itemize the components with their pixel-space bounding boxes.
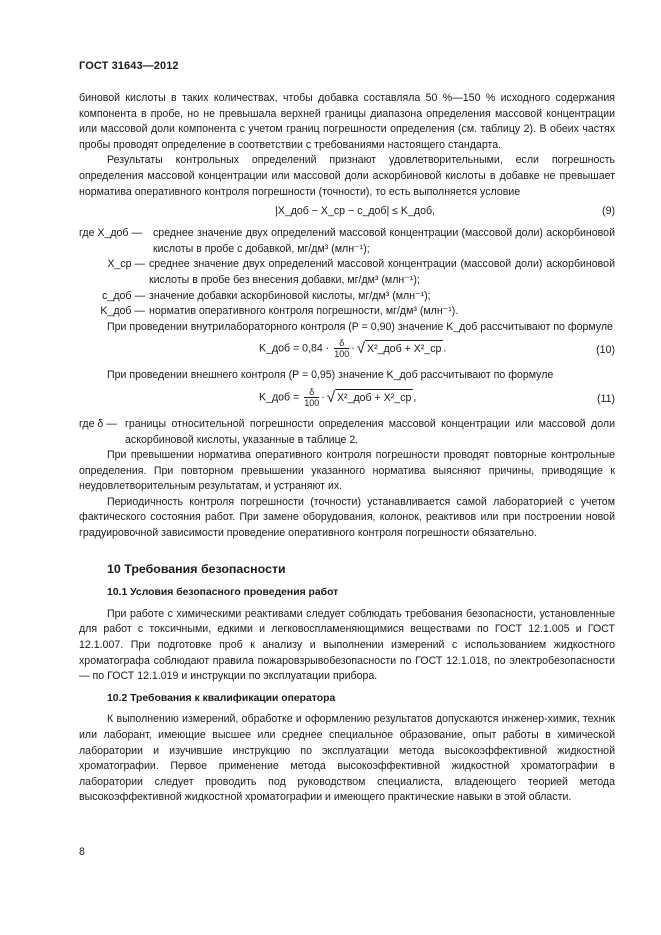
equation-10-formula: K_доб = 0,84 · $\frac{\delta}{100}$ · √ X²_доб + X²_ср . xyxy=(259,338,447,360)
equation-9-formula: |X_доб − X_ср − c_доб| ≤ K_доб, xyxy=(275,205,435,218)
legend-item xyxy=(79,226,615,257)
equation-10-number: (10) xyxy=(596,344,615,357)
radical-sign: √ xyxy=(326,388,335,406)
legend-item xyxy=(79,289,615,305)
paragraph-periodicity: Периодичность контроля погрешности (точности) устанавливается самой лабораторией с учетом фактического состояния работ. При замене оборудования, колонок, реактивов или при построении новой градуировочной зависимости проведение оперативного контроля погрешности обязательно. xyxy=(79,495,615,540)
fraction-denominator: 100 xyxy=(334,349,350,360)
equation-11-fraction xyxy=(304,387,319,408)
page-number: 8 xyxy=(79,846,85,858)
equation-11 xyxy=(79,385,615,415)
equation-11-tail: , xyxy=(413,391,417,404)
standard-header: ГОСТ 31643—2012 xyxy=(79,60,179,72)
legend-item xyxy=(79,417,615,448)
equation-11-root: X²_доб + X²_ср xyxy=(335,389,413,407)
legend-equation-11 xyxy=(79,417,615,448)
paragraph-external-control: При проведении внешнего контроля (P = 0,95) значение K_доб рассчитывают по формуле xyxy=(107,369,554,382)
paragraph-exceeding: При превышении норматива оперативного контроля погрешности проводят повторные контрольные определения. При повторном превышении указанного норматива выясняют причины, приводящие к неудовлетворительным результатам, и устраняют их. xyxy=(79,449,615,493)
legend-text: значение добавки аскорбиновой кислоты, мг/дм³ (млн⁻¹); xyxy=(149,289,431,302)
fraction-denominator: 100 xyxy=(304,397,320,408)
legend-key: c_доб — xyxy=(102,289,145,302)
equation-9 xyxy=(79,201,615,224)
equation-10 xyxy=(79,336,615,366)
equation-10-tail: . xyxy=(443,342,447,355)
paragraph-continuation: биновой кислоты в таких количествах, чтобы добавка составляла 50 %—150 % исходного содержания компонента в пробе, но не превышала верхней границы диапазона определения массовой концентрации или массовой доли компонента с учетом границ погрешности определения (см. таблицу 2). В обеих частях пробы проводят определение в соответствии с требованиями настоящего стандарта. xyxy=(79,92,615,151)
document-body xyxy=(79,91,615,806)
fraction-numerator: δ xyxy=(304,387,319,398)
paragraph-safety-conditions: При работе с химическими реактивами следует соблюдать требования безопасности, установленные для работ с токсичными, едкими и легковоспламеняющимися веществами по ГОСТ 12.1.005 и ГОСТ 12.1.007. При подготовке проб к анализу и выполнении измерений с использованием жидкостного хроматографа соблюдают правила пожаровзрывобезопасности по ГОСТ 12.1.018, по электробезопасности — по ГОСТ 12.1.019 и инструкции по эксплуатации прибора. xyxy=(79,607,615,683)
radical-sign: √ xyxy=(356,340,366,358)
legend-text: среднее значение двух определений массовой концентрации (массовой доли) аскорбиновой кислоты в пробе без внесения добавки, мг/дм³ (млн⁻¹); xyxy=(149,258,615,286)
paragraph-internal-control: При проведении внутрилабораторного контроля (P = 0,90) значение K_доб рассчитывают по формуле xyxy=(107,320,613,333)
paragraph-results-condition: Результаты контрольных определений признают удовлетворительными, если погрешность определения массовой концентрации или массовой доли аскорбиновой кислоты в добавке не превышает норматива оперативного контроля погрешности (точности), то есть выполняется условие xyxy=(79,154,615,198)
equation-11-number: (11) xyxy=(596,392,615,405)
legend-key: где X_доб — xyxy=(79,227,143,240)
legend-text: границы относительной погрешности определения массовой концентрации или массовой доли аскорбиновой кислоты, указанные в таблице 2. xyxy=(125,417,615,446)
equation-9-number: (9) xyxy=(602,205,615,218)
subsection-heading-10-2: 10.2 Требования к квалификации оператора xyxy=(107,692,336,704)
subsection-heading-10-1: 10.1 Условия безопасного проведения работ xyxy=(107,587,339,599)
equation-10-lhs: K_доб = 0,84 · xyxy=(259,342,330,355)
legend-text: среднее значение двух определений массовой концентрации (массовой доли) аскорбиновой кислоты в пробе с добавкой, мг/дм³ (млн⁻¹); xyxy=(153,227,615,255)
legend-item xyxy=(79,257,615,288)
legend-item xyxy=(79,304,615,320)
paragraph-operator-qualification: К выполнению измерений, обработке и оформлению результатов допускаются инженер-химик, техник или лаборант, имеющие высшее или среднее специальное образование, опыт работы в химической лаборатории и изучившие инструкцию по эксплуатации метода высокоэффективной жидкостной хроматографии. Первое применение метода высокоэффективной жидкостной хроматографии в лаборатории следует проводить под руководством специалиста, владеющего теорией метода высокоэффективной жидкостной хроматографии и имеющего практические навыки в этой области. xyxy=(79,713,615,804)
equation-10-root: X²_доб + X²_ср xyxy=(365,340,443,358)
legend-key: K_доб — xyxy=(100,305,145,318)
equation-11-formula: K_доб = $\frac{\delta}{100}$ · √ X²_доб + X²_ср , xyxy=(259,386,417,408)
equation-11-lhs: K_доб = xyxy=(259,391,300,404)
legend-key: где δ — xyxy=(79,417,117,430)
section-heading-10: 10 Требования безопасности xyxy=(107,561,286,576)
equation-10-fraction xyxy=(334,338,349,359)
legend-text: норматив оперативного контроля погрешности, мг/дм³ (млн⁻¹). xyxy=(149,305,459,318)
legend-key: X_ср — xyxy=(107,258,145,271)
fraction-numerator: δ xyxy=(334,338,349,349)
legend-equation-9 xyxy=(79,226,615,320)
